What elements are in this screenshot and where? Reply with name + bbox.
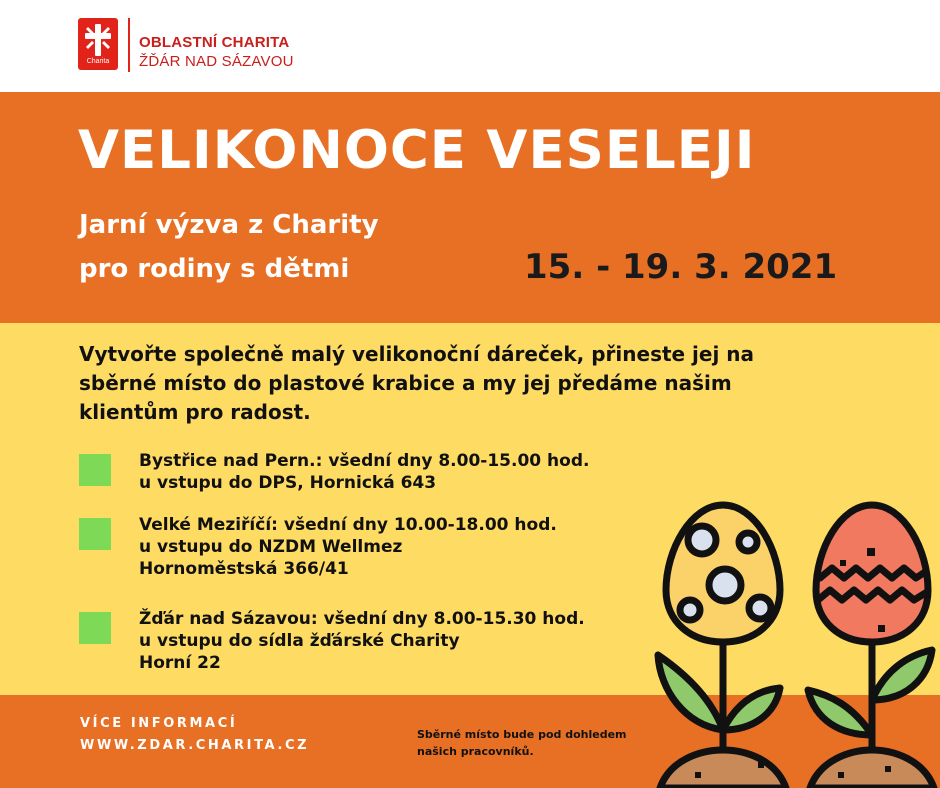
charita-cross-icon [85,24,111,56]
location-line: Velké Meziříčí: všední dny 10.00-18.00 hod. [139,515,557,535]
event-dates: 15. - 19. 3. 2021 [524,247,838,287]
bullet-square-icon [79,454,111,486]
location-line: Žďár nad Sázavou: všední dny 8.00-15.30 hod. [139,609,585,629]
location-text [139,450,589,494]
bullet-square-icon [79,518,111,550]
location-line: u vstupu do DPS, Hornická 643 [139,473,437,493]
more-info-label: VÍCE INFORMACÍ [80,716,238,731]
intro-text: Vytvořte společně malý velikonoční dáreček, přineste jej na sběrné místo do plastové krabice a my jej předáme našim klientům pro radost. [79,342,755,424]
footer-note-line: našich pracovníků. [417,745,534,758]
subtitle-line2: pro rodiny s dětmi [79,254,350,284]
easter-egg-flowers-icon [640,490,940,788]
footer-note-line: Sběrné místo bude pod dohledem [417,728,627,741]
subtitle-line1: Jarní výzva z Charity [79,210,379,240]
location-line: Horní 22 [139,653,221,673]
location-text [139,514,557,580]
logo-label: Charita [86,58,110,65]
location-text [139,608,585,674]
bullet-square-icon [79,612,111,644]
logo-divider [128,18,130,72]
location-line: Bystřice nad Pern.: všední dny 8.00-15.00 hod. [139,451,590,471]
website-link[interactable]: WWW.ZDAR.CHARITA.CZ [80,738,310,753]
org-name: OBLASTNÍ CHARITA [139,34,290,51]
page-title: VELIKONOCE VESELEJI [78,120,756,181]
location-line: u vstupu do NZDM Wellmez [139,537,403,557]
charita-logo [78,18,118,70]
org-location: ŽĎÁR NAD SÁZAVOU [139,53,294,70]
location-line: Hornoměstská 366/41 [139,559,349,579]
footer-note [417,726,677,760]
location-line: u vstupu do sídla žďárské Charity [139,631,460,651]
header [0,0,940,92]
